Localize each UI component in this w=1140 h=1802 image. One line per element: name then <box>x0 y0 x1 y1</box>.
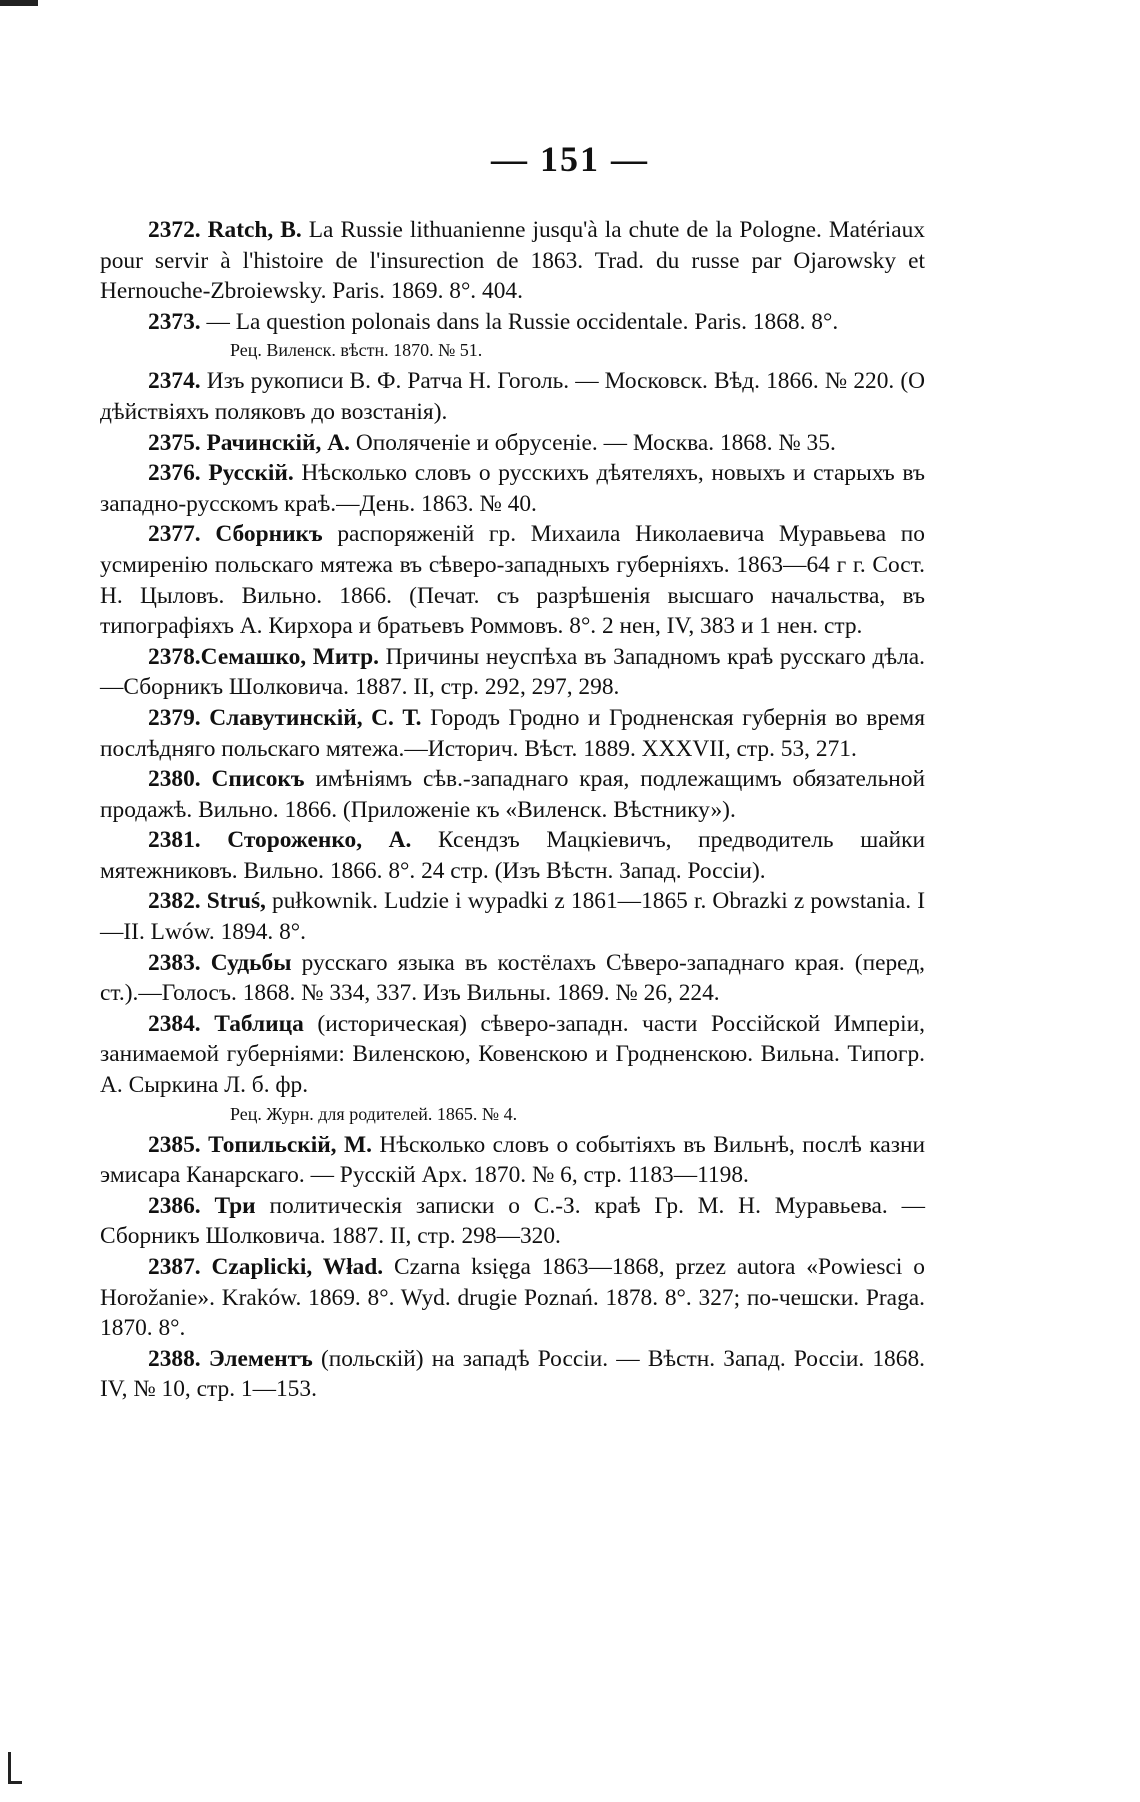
bibliography-entry-2373 <box>100 307 925 338</box>
entry-author: Стороженко, А. <box>227 827 412 854</box>
bibliography-entry-2384 <box>100 1009 925 1101</box>
bibliography-entry-2374 <box>100 366 925 427</box>
entry-number: 2384. <box>148 1010 201 1037</box>
entry-number: 2378. <box>148 643 201 670</box>
bibliography-entry-2388 <box>100 1344 925 1405</box>
review-note: Рец. Журн. для родителей. 1865. № 4. <box>230 1103 518 1124</box>
scan-artifact-top <box>0 0 38 6</box>
entry-text: политическія записки о С.-З. краѣ Гр. М. Н. Муравьева. — Сборникъ Шолковича. 1887. II, стр. 298—320. <box>100 1192 925 1250</box>
review-note: Рец. Виленск. вѣстн. 1870. № 51. <box>230 340 483 361</box>
entry-number: 2372. <box>148 217 201 243</box>
entry-number: 2380. <box>148 766 201 793</box>
bibliography-entry-2380 <box>100 764 925 825</box>
bibliography-entry-2382 <box>100 886 925 947</box>
entry-text: Городъ Гродно и Гродненская губернія во время послѣдняго польскаго мятежа.—Историч. Вѣст. 1889. XXXVII, стр. 53, 271. <box>100 704 925 762</box>
entry-number: 2388. <box>148 1345 201 1372</box>
entry-author: Сборникъ <box>215 521 323 548</box>
entry-number: 2381. <box>148 827 201 854</box>
bibliography-entry-2379 <box>100 703 925 764</box>
entry-text: Ополяченіе и обрусеніе. — Москва. 1868. № 35. <box>349 429 836 456</box>
entry-number: 2377. <box>148 521 201 548</box>
entry-author: Рачинскій, А. <box>206 429 350 456</box>
entry-number: 2373. <box>148 308 201 335</box>
bibliography-entry-2378 <box>100 642 925 703</box>
entry-author: Элементъ <box>208 1345 313 1372</box>
entry-number: 2379. <box>148 704 201 731</box>
entry-number: 2374. <box>148 368 201 395</box>
entry-number: 2385. <box>148 1131 201 1158</box>
bibliography-entry-2375 <box>100 428 925 459</box>
entry-text: Изъ рукописи В. Ф. Ратча Н. Гоголь. — Московск. Вѣд. 1866. № 220. (О дѣйствіяхъ поляковъ до возстанія). <box>100 368 925 425</box>
entry-text: русскаго языка въ костёлахъ Сѣверо-западнаго края. (перед, ст.).—Голосъ. 1868. № 334, 337. Изъ Вильны. 1869. № 26, 224. <box>100 949 925 1007</box>
entry-text: Нѣсколько словъ о событіяхъ въ Вильнѣ, послѣ казни эмисара Канарскаго. — Русскій Арх. 1870. № 6, стр. 1183—1198. <box>100 1131 925 1189</box>
entry-author: Судьбы <box>210 949 292 976</box>
entry-author: Czaplicki, Wład. <box>211 1254 384 1280</box>
entry-author: Ratch, B. <box>207 217 302 243</box>
bibliography-entry-2383 <box>100 948 925 1009</box>
entry-text: Czarna księga 1863—1868, przez autora «Powiesci o Horožanie». Kraków. 1869. 8°. Wyd. drugie Poznań. 1878. 8°. 327; по-чешски. Praga. 1870. 8°. <box>100 1254 925 1342</box>
entry-text: распоряженій гр. Михаила Николаевича Муравьева по усмиренію польскаго мятежа въ сѣверо-западныхъ губерніяхъ. 1863—64 г г. Сост. Н. Цыловъ. Вильно. 1866. (Печат. съ разрѣшенія высшаго начальства, въ типографіяхъ А. Кирхора и братьевъ Роммовъ. 8°. 2 нен, IV, 383 и 1 нен. стр. <box>100 521 925 640</box>
entry-number: 2386. <box>148 1192 201 1219</box>
bibliography-entry-2372 <box>100 215 925 307</box>
entry-number: 2376. <box>148 460 201 487</box>
bibliography-entry-2385 <box>100 1130 925 1191</box>
entry-number: 2387. <box>148 1254 201 1280</box>
bibliography-list <box>100 215 925 1405</box>
entry-text: (польскій) на западѣ Россіи. — Вѣстн. Запад. Россіи. 1868. IV, № 10, стр. 1—153. <box>100 1345 925 1403</box>
entry-author: Русскій. <box>208 460 294 487</box>
scan-artifact-bottom <box>8 1752 11 1784</box>
entry-author: Struś, <box>206 888 266 915</box>
page-number: — 151 — <box>491 139 649 179</box>
entry-text: имѣніямъ сѣв.-западнаго края, подлежащимъ обязательной продажѣ. Вильно. 1866. (Приложеніе къ «Виленск. Вѣстнику»). <box>100 766 925 823</box>
entry-number: 2375. <box>148 429 201 456</box>
entry-text: Нѣсколько словъ о русскихъ дѣятеляхъ, новыхъ и старыхъ въ западно-русскомъ краѣ.—День. 1863. № 40. <box>100 460 925 517</box>
bibliography-entry-2386 <box>100 1191 925 1252</box>
entry-text: (историческая) сѣверо-западн. части Россійской Имперіи, занимаемой губерніями: Виленскою, Ковенскою и Гродненскою. Вильна. Типогр. А. Сыркина Л. б. фр. <box>100 1010 925 1099</box>
entry-text: pułkownik. Ludzie i wypadki z 1861—1865 r. Obrazki z powstania. I—II. Lwów. 1894. 8°. <box>100 888 925 946</box>
entry-author: Списокъ <box>211 766 305 793</box>
entry-author: Таблица <box>214 1010 304 1037</box>
bibliography-entry-2387 <box>100 1252 925 1344</box>
entry-number: 2382. <box>148 888 201 915</box>
entry-author: Топильскій, М. <box>208 1131 372 1158</box>
entry-text: — La question polonais dans la Russie occidentale. Paris. 1868. 8°. <box>200 308 839 335</box>
entry-author: Семашко, Митр. <box>200 643 379 670</box>
entry-text: Причины неуспѣха въ Западномъ краѣ русскаго дѣла.—Сборникъ Шолковича. 1887. II, стр. 292, 297, 298. <box>100 643 925 701</box>
entry-author: Три <box>214 1192 256 1219</box>
bibliography-entry-2381 <box>100 825 925 886</box>
entry-text: Ксендзъ Мацкіевичъ, предводитель шайки мятежниковъ. Вильно. 1866. 8°. 24 стр. (Изъ Вѣстн. Запад. Россіи). <box>100 827 925 884</box>
entry-number: 2383. <box>148 949 201 976</box>
bibliography-entry-2377 <box>100 519 925 641</box>
entry-author: Славутинскій, С. Т. <box>209 704 422 731</box>
entry-text: La Russie lithuanienne jusqu'à la chute de la Pologne. Matériaux pour servir à l'histoire de l'insurection de 1863. Trad. du russe par Ojarowsky et Hernouche-Zbroiewsky. Paris. 1869. 8°. 404. <box>100 217 925 305</box>
bibliography-entry-2376 <box>100 458 925 519</box>
